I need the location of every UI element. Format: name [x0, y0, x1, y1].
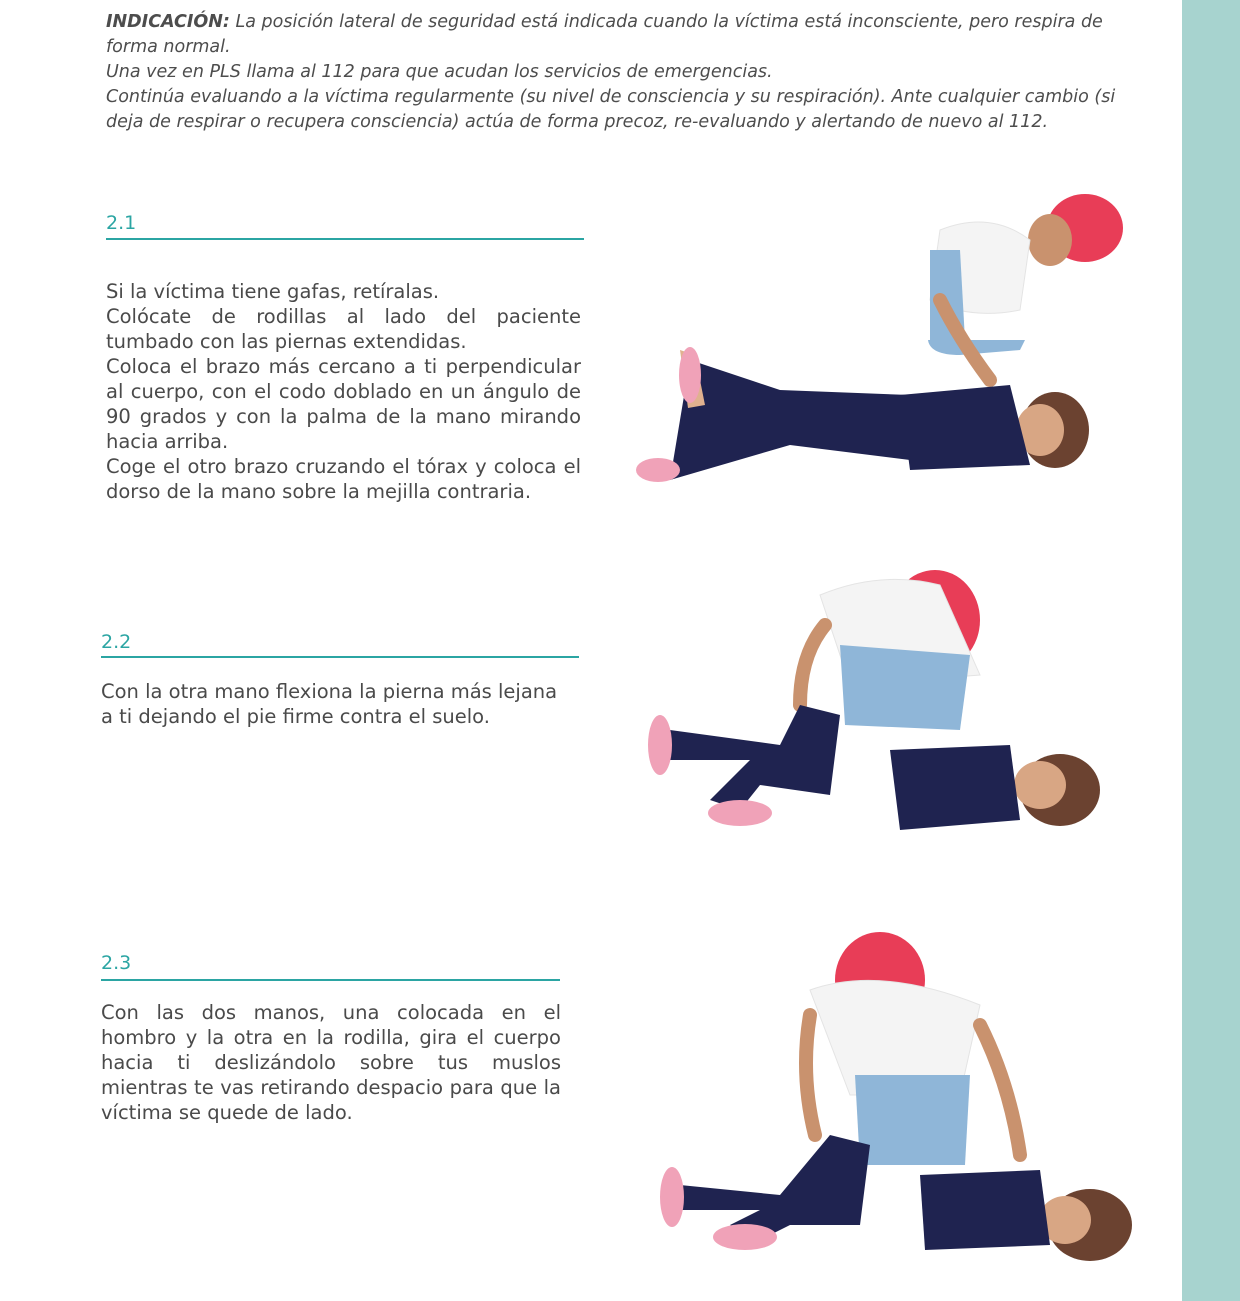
rescuer-shorts: [840, 645, 970, 730]
victim-shirt: [920, 1170, 1050, 1250]
step-number: 2.3: [101, 952, 132, 974]
victim-figure: [636, 347, 1089, 482]
step-line: Con la otra mano flexiona la pierna más lejana a ti dejando el pie firme contra el suelo.: [101, 680, 558, 728]
rescuer-head: [1028, 214, 1072, 266]
step-line: Colócate de rodillas al lado del paciente tumbado con las piernas extendidas.: [106, 305, 581, 353]
step-text: [101, 679, 561, 729]
shoe-icon: [679, 347, 701, 403]
rescuer-shorts: [855, 1075, 970, 1165]
step-number: 2.1: [106, 212, 137, 234]
step-text: [101, 1000, 561, 1125]
step-2-1-illustration: [630, 180, 1130, 500]
rescuer-arm: [806, 1015, 815, 1135]
step-line: Si la víctima tiene gafas, retíralas.: [106, 280, 440, 303]
victim-leggings: [670, 705, 840, 810]
shoe-icon: [648, 715, 672, 775]
step-line: Coge el otro brazo cruzando el tórax y coloca el dorso de la mano sobre la mejilla contraria.: [106, 455, 581, 503]
intro-block: [106, 10, 1136, 135]
intro-evaluate: Continúa evaluando a la víctima regularmente (su nivel de consciencia y su respiración). Ante cualquier cambio (si deja de respirar o recupera consciencia) actúa de forma precoz, re-evaluando y alertando de nuevo al 112.: [106, 87, 1116, 132]
shoe-icon: [713, 1224, 777, 1250]
rescuer-arm: [980, 1025, 1020, 1155]
intro-call: Una vez en PLS llama al 112 para que acudan los servicios de emergencias.: [106, 62, 773, 82]
rescuer-figure: [928, 194, 1123, 380]
step-divider: [101, 979, 560, 981]
intro-label: INDICACIÓN:: [106, 12, 230, 32]
step-number: 2.2: [101, 631, 132, 653]
intro-indication: [106, 10, 1136, 60]
step-line: Con las dos manos, una colocada en el hombro y la otra en la rodilla, gira el cuerpo hacia ti deslizándolo sobre tus muslos mientras te vas retirando despacio para que la víctima se quede de lado.: [101, 1001, 561, 1124]
rescuer-figure: [800, 570, 980, 730]
victim-shirt: [900, 385, 1030, 470]
rescuer-arm: [800, 625, 825, 705]
step-divider: [101, 656, 579, 658]
shoe-icon: [636, 458, 680, 482]
step-line: Coloca el brazo más cercano a ti perpendicular al cuerpo, con el codo doblado en un ángulo de 90 grados y con la palma de la mano mirando hacia arriba.: [106, 355, 581, 453]
victim-face: [1014, 761, 1066, 809]
step-divider: [106, 238, 584, 240]
intro-text: La posición lateral de seguridad está indicada cuando la víctima está inconsciente, pero respira de forma normal.: [106, 12, 1103, 57]
step-2-3-illustration: [650, 925, 1140, 1275]
rescuer-figure: [806, 932, 1020, 1165]
victim-leggings: [680, 1135, 870, 1240]
step-2-2-illustration: [640, 565, 1120, 845]
victim-leggings: [670, 360, 910, 480]
sidebar-accent-bar: [1182, 0, 1240, 1301]
shoe-icon: [660, 1167, 684, 1227]
shoe-icon: [708, 800, 772, 826]
step-text: [106, 279, 581, 504]
victim-shirt: [890, 745, 1020, 830]
